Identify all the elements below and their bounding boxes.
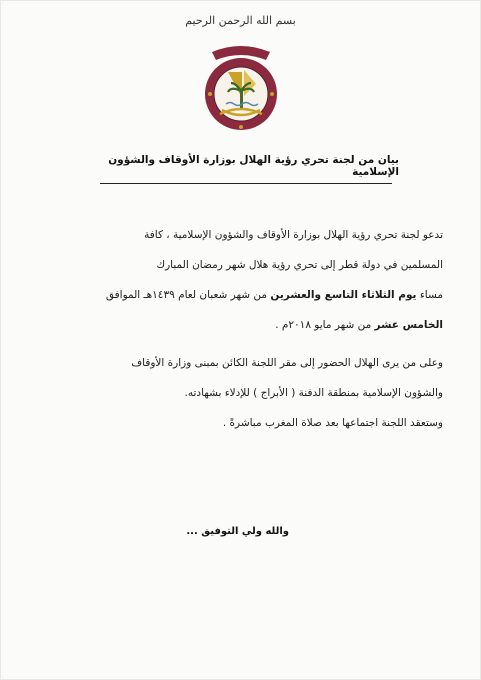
statement-title: بيان من لجنة تحري رؤية الهلال بوزارة الأوقاف والشؤون الإسلامية: [108, 154, 399, 178]
text-span: مساء: [419, 289, 443, 301]
statement-body: [40, 222, 443, 440]
text-span: من شهر شعبان لعام ١٤٣٩هـ الموافق: [105, 289, 268, 301]
qatar-emblem-icon: [198, 36, 284, 134]
paragraph-line: وعلى من يرى الهلال الحضور إلى مقر اللجنة الكائن بمبنى وزارة الأوقاف: [131, 357, 443, 369]
date-emphasis: الخامس عشر: [374, 319, 443, 331]
paragraph-line: وستعقد اللجنة اجتماعها بعد صلاة المغرب مباشرةً .: [222, 417, 443, 429]
date-day-emphasis: يوم الثلاثاء التاسع والعشرين: [270, 289, 417, 301]
paragraph-line: والشؤون الإسلامية بمنطقة الدفنة ( الأبراج ) للإدلاء بشهادته.: [184, 387, 443, 399]
paragraph-line: المسلمين في دولة قطر إلى تحري رؤية هلال شهر رمضان المبارك: [156, 259, 443, 271]
basmala-heading: بسم الله الرحمن الرحيم: [185, 14, 296, 27]
title-underline: [100, 183, 392, 184]
paragraph-line: [40, 282, 443, 312]
text-span: من شهر مايو ٢٠١٨م .: [275, 319, 372, 331]
closing-line: والله ولي التوفيق ...: [186, 526, 289, 537]
paragraph-line: [40, 312, 443, 342]
paragraph-line: تدعو لجنة تحري رؤية الهلال بوزارة الأوقاف والشؤون الإسلامية ، كافة: [144, 229, 443, 241]
